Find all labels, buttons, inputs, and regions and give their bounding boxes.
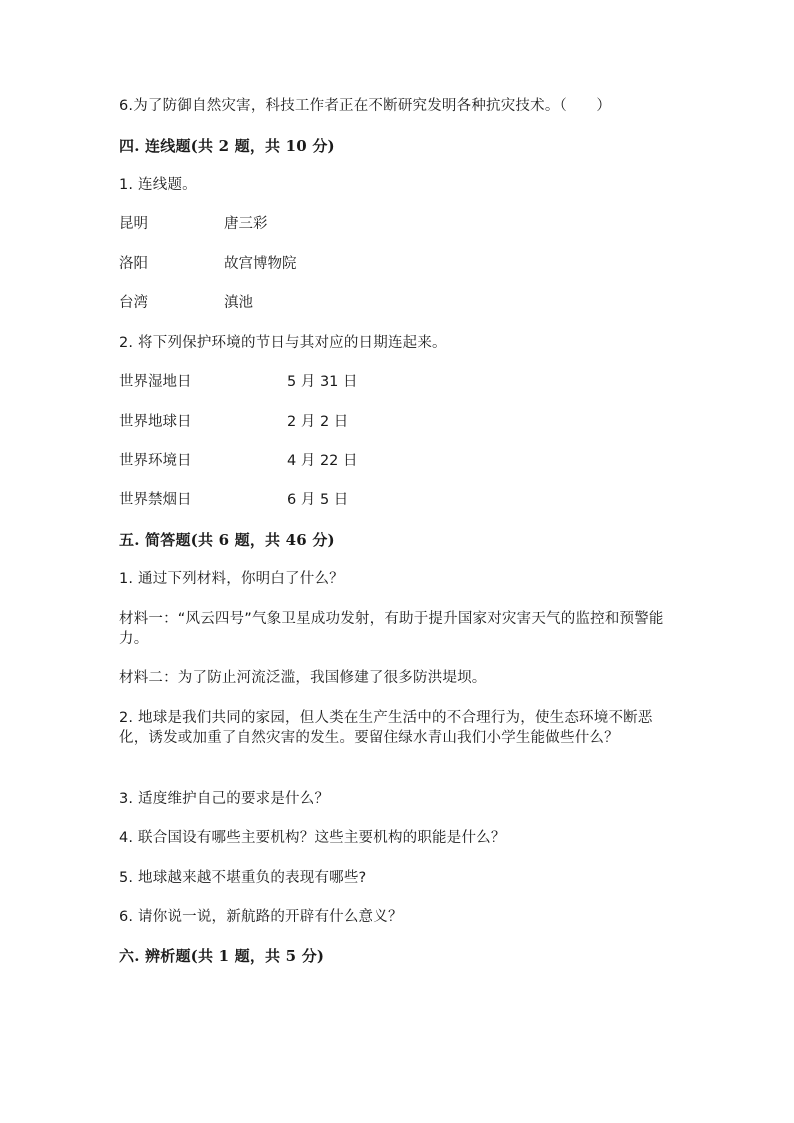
material-1: 材料一：“风云四号”气象卫星成功发射，有助于提升国家对灾害天气的监控和预警能力。 [119, 611, 664, 647]
festival-name: 世界地球日 [119, 414, 192, 430]
festival-date: 4 月 22 日 [287, 453, 358, 469]
section-4-heading: 四. 连线题(共 2 题，共 10 分) [119, 137, 335, 155]
section-5-question-3: 3. 适度维护自己的要求是什么？ [119, 791, 330, 807]
matching-left-item: 台湾 [119, 295, 148, 311]
section-4-question-2: 2. 将下列保护环境的节日与其对应的日期连起来。 [119, 335, 447, 351]
matching-right-item: 滇池 [224, 295, 253, 311]
section-5-heading: 五. 简答题(共 6 题，共 46 分) [119, 531, 335, 549]
festival-date: 6 月 5 日 [287, 492, 349, 508]
section-6-heading: 六. 辨析题(共 1 题，共 5 分) [119, 947, 325, 965]
matching-left-item: 洛阳 [119, 256, 148, 272]
material-2: 材料二：为了防止河流泛滥，我国修建了很多防洪堤坝。 [119, 670, 487, 686]
section-5-question-5: 5. 地球越来越不堪重负的表现有哪些? [119, 870, 367, 886]
matching-left-item: 昆明 [119, 216, 148, 232]
festival-date: 2 月 2 日 [287, 414, 349, 430]
section-5-question-1: 1. 通过下列材料，你明白了什么？ [119, 571, 344, 587]
section-4-question-1: 1. 连线题。 [119, 177, 197, 193]
festival-date: 5 月 31 日 [287, 374, 358, 390]
section-5-question-2: 2. 地球是我们共同的家园，但人类在生产生活中的不合理行为，使生态环境不断恶化，诱发或加重了自然灾害的发生。要留住绿水青山我们小学生能做些什么？ [119, 710, 653, 746]
festival-name: 世界禁烟日 [119, 492, 192, 508]
festival-name: 世界湿地日 [119, 374, 192, 390]
question-6-true-false: 6.为了防御自然灾害，科技工作者正在不断研究发明各种抗灾技术。（ ） [119, 98, 612, 114]
section-5-question-4: 4. 联合国设有哪些主要机构？这些主要机构的职能是什么？ [119, 830, 506, 846]
festival-name: 世界环境日 [119, 453, 192, 469]
matching-right-item: 故宫博物院 [224, 256, 297, 272]
matching-right-item: 唐三彩 [224, 216, 268, 232]
section-5-question-6: 6. 请你说一说，新航路的开辟有什么意义？ [119, 909, 403, 925]
